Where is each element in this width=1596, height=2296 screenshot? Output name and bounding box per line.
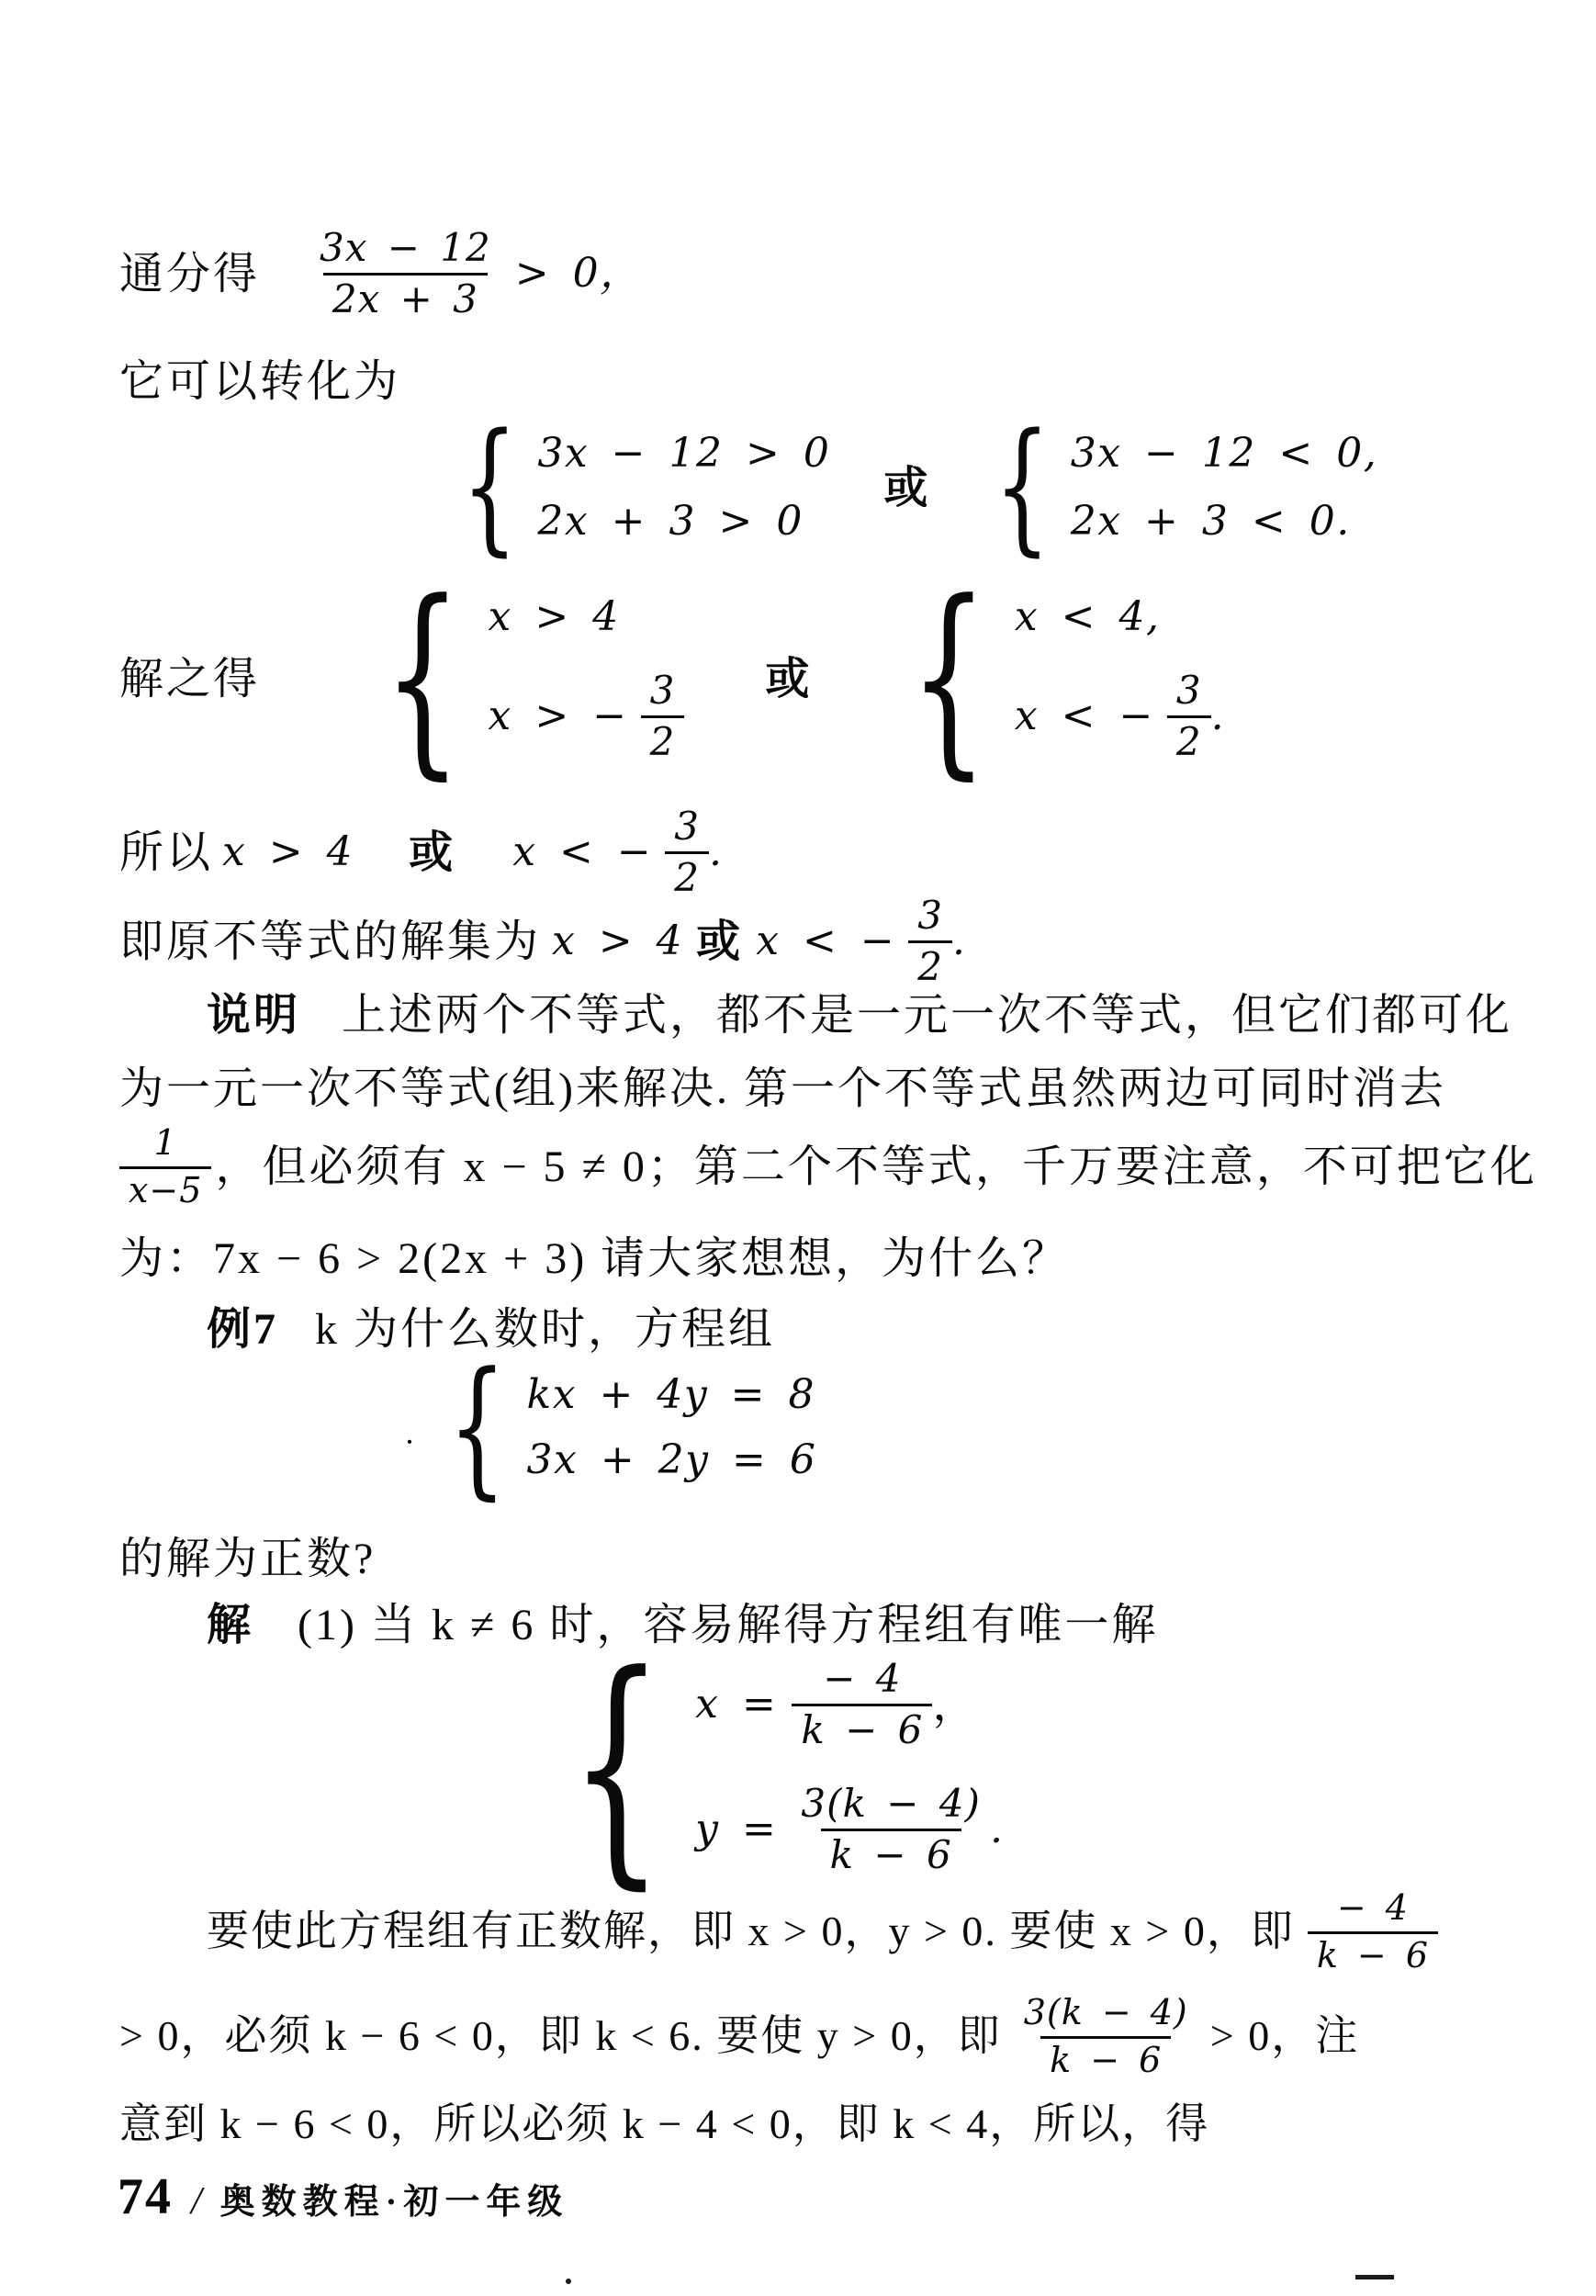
fraction-numerator: − 4: [1336, 1887, 1409, 1928]
solution2-line2-pre: x < −: [1014, 692, 1154, 740]
or-word: 或: [883, 463, 931, 512]
fraction-denominator: k − 6: [792, 1704, 932, 1750]
equation-3x-2y: 3x + 2y = 6: [526, 1435, 817, 1483]
inequality-systems-row: [455, 404, 1378, 571]
or-word: 或: [696, 917, 744, 966]
analysis-text-1: 要使此方程组有正数解，即 x > 0，y > 0. 要使 x > 0，即: [207, 1908, 1295, 1955]
unique-solution-system: [551, 1622, 1005, 1911]
solution-system-1: [370, 558, 684, 799]
fraction-3k-4-over-k-6: [792, 1781, 990, 1878]
fraction-numerator: − 4: [823, 1656, 902, 1701]
system-negative: [987, 404, 1378, 571]
example7-intro: k 为什么数时，方程组: [315, 1305, 776, 1354]
conclusion-line: [119, 804, 724, 901]
analysis-line-3: 意到 k − 6 < 0，所以必须 k − 4 < 0，即 k < 4，所以，得: [119, 2100, 1210, 2147]
solution-intro-line: [207, 1600, 1158, 1650]
fraction-three-halves: [641, 668, 685, 765]
or-word: 或: [765, 654, 813, 703]
solution-intro-text: (1) 当 k ≠ 6 时，容易解得方程组有唯一解: [298, 1601, 1159, 1649]
analysis-text-2-tail: > 0，注: [1209, 2012, 1360, 2060]
fraction-denominator: 2: [665, 851, 709, 898]
page-footer: [118, 2167, 568, 2226]
fraction-one-over-x-minus-5: [119, 1122, 211, 1210]
fraction-denominator: x−5: [119, 1166, 211, 1210]
left-brace-icon: {: [569, 1622, 665, 1911]
period: .: [951, 917, 967, 964]
comma: ，: [932, 1680, 980, 1729]
left-brace-icon: {: [909, 558, 989, 799]
y-equals: y =: [695, 1806, 778, 1853]
print-dot: ·: [404, 1424, 415, 1460]
system-positive-eq1: 3x − 12 > 0: [537, 430, 831, 477]
fraction-numerator: 3x − 12: [320, 225, 491, 270]
remark-line-1: [207, 990, 1512, 1041]
fraction-denominator: k − 6: [821, 1829, 961, 1875]
fraction-three-halves: [1167, 668, 1211, 765]
fraction-numerator: 1: [153, 1122, 177, 1163]
solution-system-2: [896, 558, 1226, 799]
question-tail-line: 的解为正数?: [119, 1535, 377, 1583]
fraction-three-halves: [908, 893, 952, 990]
fraction-denominator: 2: [908, 940, 952, 987]
fraction-minus4-over-k-6: [792, 1656, 932, 1753]
solution1-line2-pre: x > −: [488, 692, 628, 740]
fraction-denominator: k − 6: [1308, 1931, 1438, 1975]
fraction-denominator: 2: [1167, 715, 1211, 762]
fraction-minus4-over-k-6: [1308, 1887, 1438, 1975]
example7-label: 例7: [207, 1305, 279, 1354]
analysis-line-1: [207, 1887, 1438, 1975]
solution1-line1: x > 4: [488, 593, 620, 640]
system-positive: [455, 404, 831, 571]
conclusion-math2: x < −: [512, 827, 653, 875]
left-brace-icon: {: [383, 558, 463, 799]
remark-text-1: 上述两个不等式，都不是一元一次不等式，但它们都可化: [342, 991, 1513, 1040]
solution2-line2: [1014, 668, 1226, 765]
remark-line-2: 为一元一次不等式(组)来解决. 第一个不等式虽然两边可同时消去: [119, 1064, 1446, 1113]
solution-set-line: [119, 893, 967, 990]
solution1-line2: [488, 668, 685, 765]
left-brace-icon: {: [461, 404, 518, 571]
fraction-numerator: 3(k − 4): [1023, 1992, 1188, 2032]
remark-line-3: [119, 1122, 1537, 1210]
analysis-line-2: [119, 1992, 1360, 2080]
solution2-period: .: [1210, 692, 1226, 740]
solution-set-math2: x < −: [756, 917, 896, 964]
solve-label: 解之得: [119, 654, 261, 703]
or-word: 或: [409, 827, 456, 877]
system-negative-eq1: 3x − 12 < 0,: [1070, 430, 1378, 477]
x-solution-row: [695, 1656, 980, 1753]
remark-text-3: ，但必须有 x − 5 ≠ 0；第二个不等式，千万要注意，不可把它化: [215, 1142, 1537, 1192]
y-solution-row: [695, 1781, 1005, 1878]
equation-kx-4y: kx + 4y = 8: [526, 1371, 816, 1419]
conclusion-math1: x > 4: [222, 827, 354, 875]
period: .: [989, 1806, 1005, 1853]
fraction-numerator: 3: [917, 893, 943, 938]
solve-result-row: [119, 558, 1226, 799]
scan-artifact-dash: [1355, 2275, 1394, 2279]
analysis-text-2: > 0，必须 k − 6 < 0，即 k < 6. 要使 y > 0，即: [119, 2012, 1002, 2060]
scan-artifact-dot: [566, 2279, 571, 2284]
fraction-numerator: 3: [649, 668, 676, 714]
fraction-3x-12-over-2x-3: [310, 225, 500, 322]
line-transform: 它可以转化为: [119, 357, 401, 406]
left-brace-icon: {: [994, 404, 1051, 571]
solution-label: 解: [207, 1601, 254, 1649]
conclusion-prefix: 所以: [119, 827, 214, 877]
fraction-numerator: 3: [674, 804, 700, 849]
book-title: 奥数教程·初一年级: [219, 2183, 569, 2222]
system-positive-eq2: 2x + 3 > 0: [537, 498, 804, 546]
footer-separator: /: [191, 2180, 202, 2223]
solution-set-math1: x > 4: [552, 917, 684, 964]
left-brace-icon: {: [447, 1341, 507, 1514]
fraction-three-halves: [665, 804, 709, 901]
x-equals: x =: [695, 1680, 778, 1728]
fraction-denominator: k − 6: [1040, 2036, 1171, 2079]
inequality-tail: > 0，: [514, 249, 642, 297]
remark-label: 说明: [207, 991, 301, 1040]
remark-line-4: 为：7x − 6 > 2(2x + 3) 请大家想想，为什么？: [119, 1234, 1070, 1283]
system-negative-eq2: 2x + 3 < 0.: [1070, 498, 1351, 546]
solution2-line1: x < 4,: [1014, 593, 1161, 640]
fraction-numerator: 3: [1175, 668, 1202, 714]
fraction-numerator: 3(k − 4): [801, 1781, 981, 1827]
fraction-3k-4-over-k-6: [1015, 1992, 1197, 2080]
period: .: [708, 827, 724, 875]
equation-system-k: [404, 1341, 817, 1514]
line-common-denominator: [119, 225, 642, 322]
solution-set-prefix: 即原不等式的解集为: [119, 917, 542, 966]
tongfen-label: 通分得: [119, 249, 261, 298]
page-number: 74: [118, 2168, 173, 2225]
fraction-denominator: 2x + 3: [323, 273, 488, 320]
fraction-denominator: 2: [641, 715, 685, 762]
